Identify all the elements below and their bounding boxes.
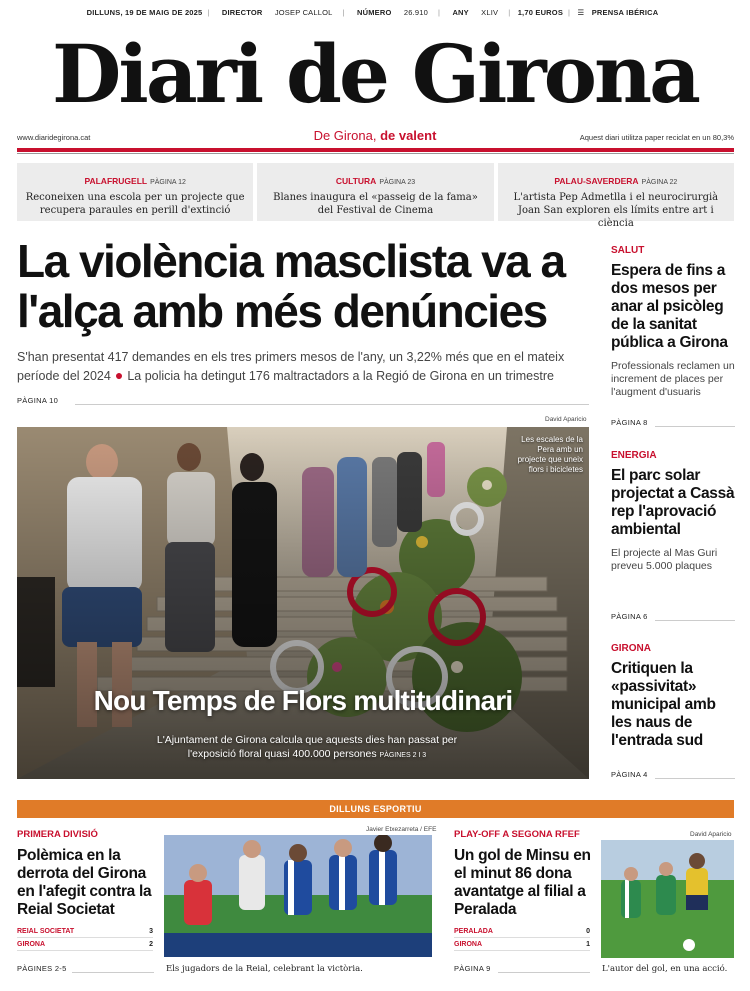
- lead-page-ref: PÀGINA 10: [17, 396, 59, 405]
- newspaper-logo: Diari de Girona: [52, 27, 698, 121]
- score-row: REIAL SOCIETAT 3: [17, 925, 153, 938]
- score-row: PERALADA 0: [454, 925, 590, 938]
- director-info: DIRECTOR JOSEP CALLOL: [221, 8, 333, 17]
- sport-rule: [498, 972, 590, 973]
- sidebar-story-girona[interactable]: [611, 643, 735, 750]
- sport-left-pages: PÀGINES 2-5: [17, 964, 67, 973]
- website-link[interactable]: www.diaridegirona.cat: [17, 133, 91, 142]
- football-action-illustration: [601, 840, 734, 958]
- score-row: GIRONA 1: [454, 938, 590, 951]
- publisher-group: ☰ PRENSA IBÉRICA: [577, 8, 659, 17]
- sport-left-section: PRIMERA DIVISIÓ: [17, 829, 98, 840]
- sport-section-band: DILLUNS ESPORTIU: [17, 800, 734, 818]
- story-desc: Professionals reclamen un increment de places per l'augment d'usuaris: [611, 360, 735, 398]
- photo-credit: David Aparicio: [545, 416, 587, 423]
- sidebar-story-energia[interactable]: [611, 450, 735, 573]
- sidebar-page-ref: PÀGINA 8: [611, 418, 648, 427]
- story-section: SALUT: [611, 245, 645, 256]
- lead-subheadline: S'han presentat 417 demandes en els tres primers mesos de l'any, un 3,22% més que en el mateix període del 2024 ● La policia ha detingut 176 maltractadors a la Regió de Girona en un trimestre: [17, 350, 565, 383]
- sport-right-title[interactable]: Un gol de Minsu en el minut 86 dona avantatge al filial a Peralada: [454, 847, 591, 918]
- sidebar-story-salut[interactable]: [611, 245, 735, 399]
- sport-left-scoreboard: [17, 925, 153, 951]
- sport-right-scoreboard: [454, 925, 590, 951]
- issue-year: ANY XLIV: [452, 8, 499, 17]
- sidebar-rule: [655, 426, 735, 427]
- lead-headline[interactable]: La violència masclista va a l'alça amb més denúncies: [17, 235, 565, 337]
- sport-right-section: PLAY-OFF A SEGONA RFEF: [454, 829, 580, 840]
- sport-right-photo[interactable]: [601, 840, 734, 958]
- teaser-palau-saverdera[interactable]: PALAU-SAVERDERA PÀGINA 22 L'artista Pep Admetlla i el neurocirurgià Joan San exploren els límits entre art i ciència: [498, 163, 734, 221]
- sport-right-photo-credit: David Aparicio: [690, 831, 732, 838]
- sport-left-photo-credit: Javier Etxezarreta / EFE: [366, 826, 437, 833]
- story-desc: El projecte al Mas Guri preveu 5.000 plaques: [611, 547, 718, 572]
- sport-left-photo[interactable]: [164, 835, 432, 957]
- sidebar-page-ref: PÀGINA 6: [611, 612, 648, 621]
- issue-price: 1,70 EUROS: [517, 8, 564, 17]
- football-celebration-illustration: [164, 835, 432, 957]
- edition-date: DILLUNS, 19 DE MAIG DE 2025: [86, 8, 203, 17]
- sport-rule: [72, 972, 154, 973]
- sidebar-page-ref: PÀGINA 4: [611, 770, 648, 779]
- story-title[interactable]: Critiquen la «passivitat» municipal amb les naus de l'entrada sud: [611, 660, 716, 749]
- photo-title[interactable]: Nou Temps de Flors multitudinari: [93, 685, 513, 716]
- sidebar-rule: [655, 778, 735, 779]
- story-section: ENERGIA: [611, 450, 657, 461]
- score-row: GIRONA 2: [17, 938, 153, 951]
- story-title[interactable]: Espera de fins a dos mesos per anar al psicòleg de la sanitat pública a Girona: [611, 262, 728, 351]
- sport-left-title[interactable]: Polèmica en la derrota del Girona en l'afegit contra la Reial Societat: [17, 847, 152, 918]
- tagline: De Girona, de valent: [313, 128, 437, 143]
- teaser-strip: [17, 163, 734, 229]
- sport-right-page: PÀGINA 9: [454, 964, 491, 973]
- teaser-cultura[interactable]: CULTURA PÀGINA 23 Blanes inaugura el «passeig de la fama» del Festival de Cinema: [257, 163, 493, 221]
- story-title[interactable]: El parc solar projectat a Cassà rep l'aprovació ambiental: [611, 467, 735, 538]
- masthead-info-line: DILLUNS, 19 DE MAIG DE 2025 | DIRECTOR JOSEP CALLOL | NÚMERO 26.910 | ANY XLIV | 1,70 EUROS | ☰ PRENSA IBÉRICA: [0, 8, 750, 17]
- masthead-divider-thin: [17, 153, 734, 154]
- sport-right-caption: L'autor del gol, en una acció.: [602, 964, 728, 974]
- masthead-divider: [17, 148, 734, 152]
- recycle-note: Aquest diari utilitza paper reciclat en un 80,3%: [579, 133, 734, 142]
- photo-caption: L'Ajuntament de Girona calcula que aquests dies han passat per l'exposició floral quasi 400.000 persones PÀGINES 2 I 3: [156, 734, 458, 760]
- teaser-palafrugell[interactable]: PALAFRUGELL PÀGINA 12 Reconeixen una escola per un projecte que recupera paraules en perill d'extinció: [17, 163, 253, 221]
- sidebar-rule: [655, 620, 735, 621]
- lead-rule: [75, 404, 589, 405]
- issue-number: NÚMERO 26.910: [357, 8, 428, 17]
- story-section: GIRONA: [611, 643, 651, 654]
- flower-stairs-illustration: [17, 427, 589, 779]
- sport-left-caption: Els jugadors de la Reial, celebrant la victòria.: [166, 964, 363, 974]
- lead-photo[interactable]: [17, 427, 589, 779]
- photo-side-note: Les escales de la Pera amb un projecte que uneix flors i bicicletes: [517, 435, 583, 474]
